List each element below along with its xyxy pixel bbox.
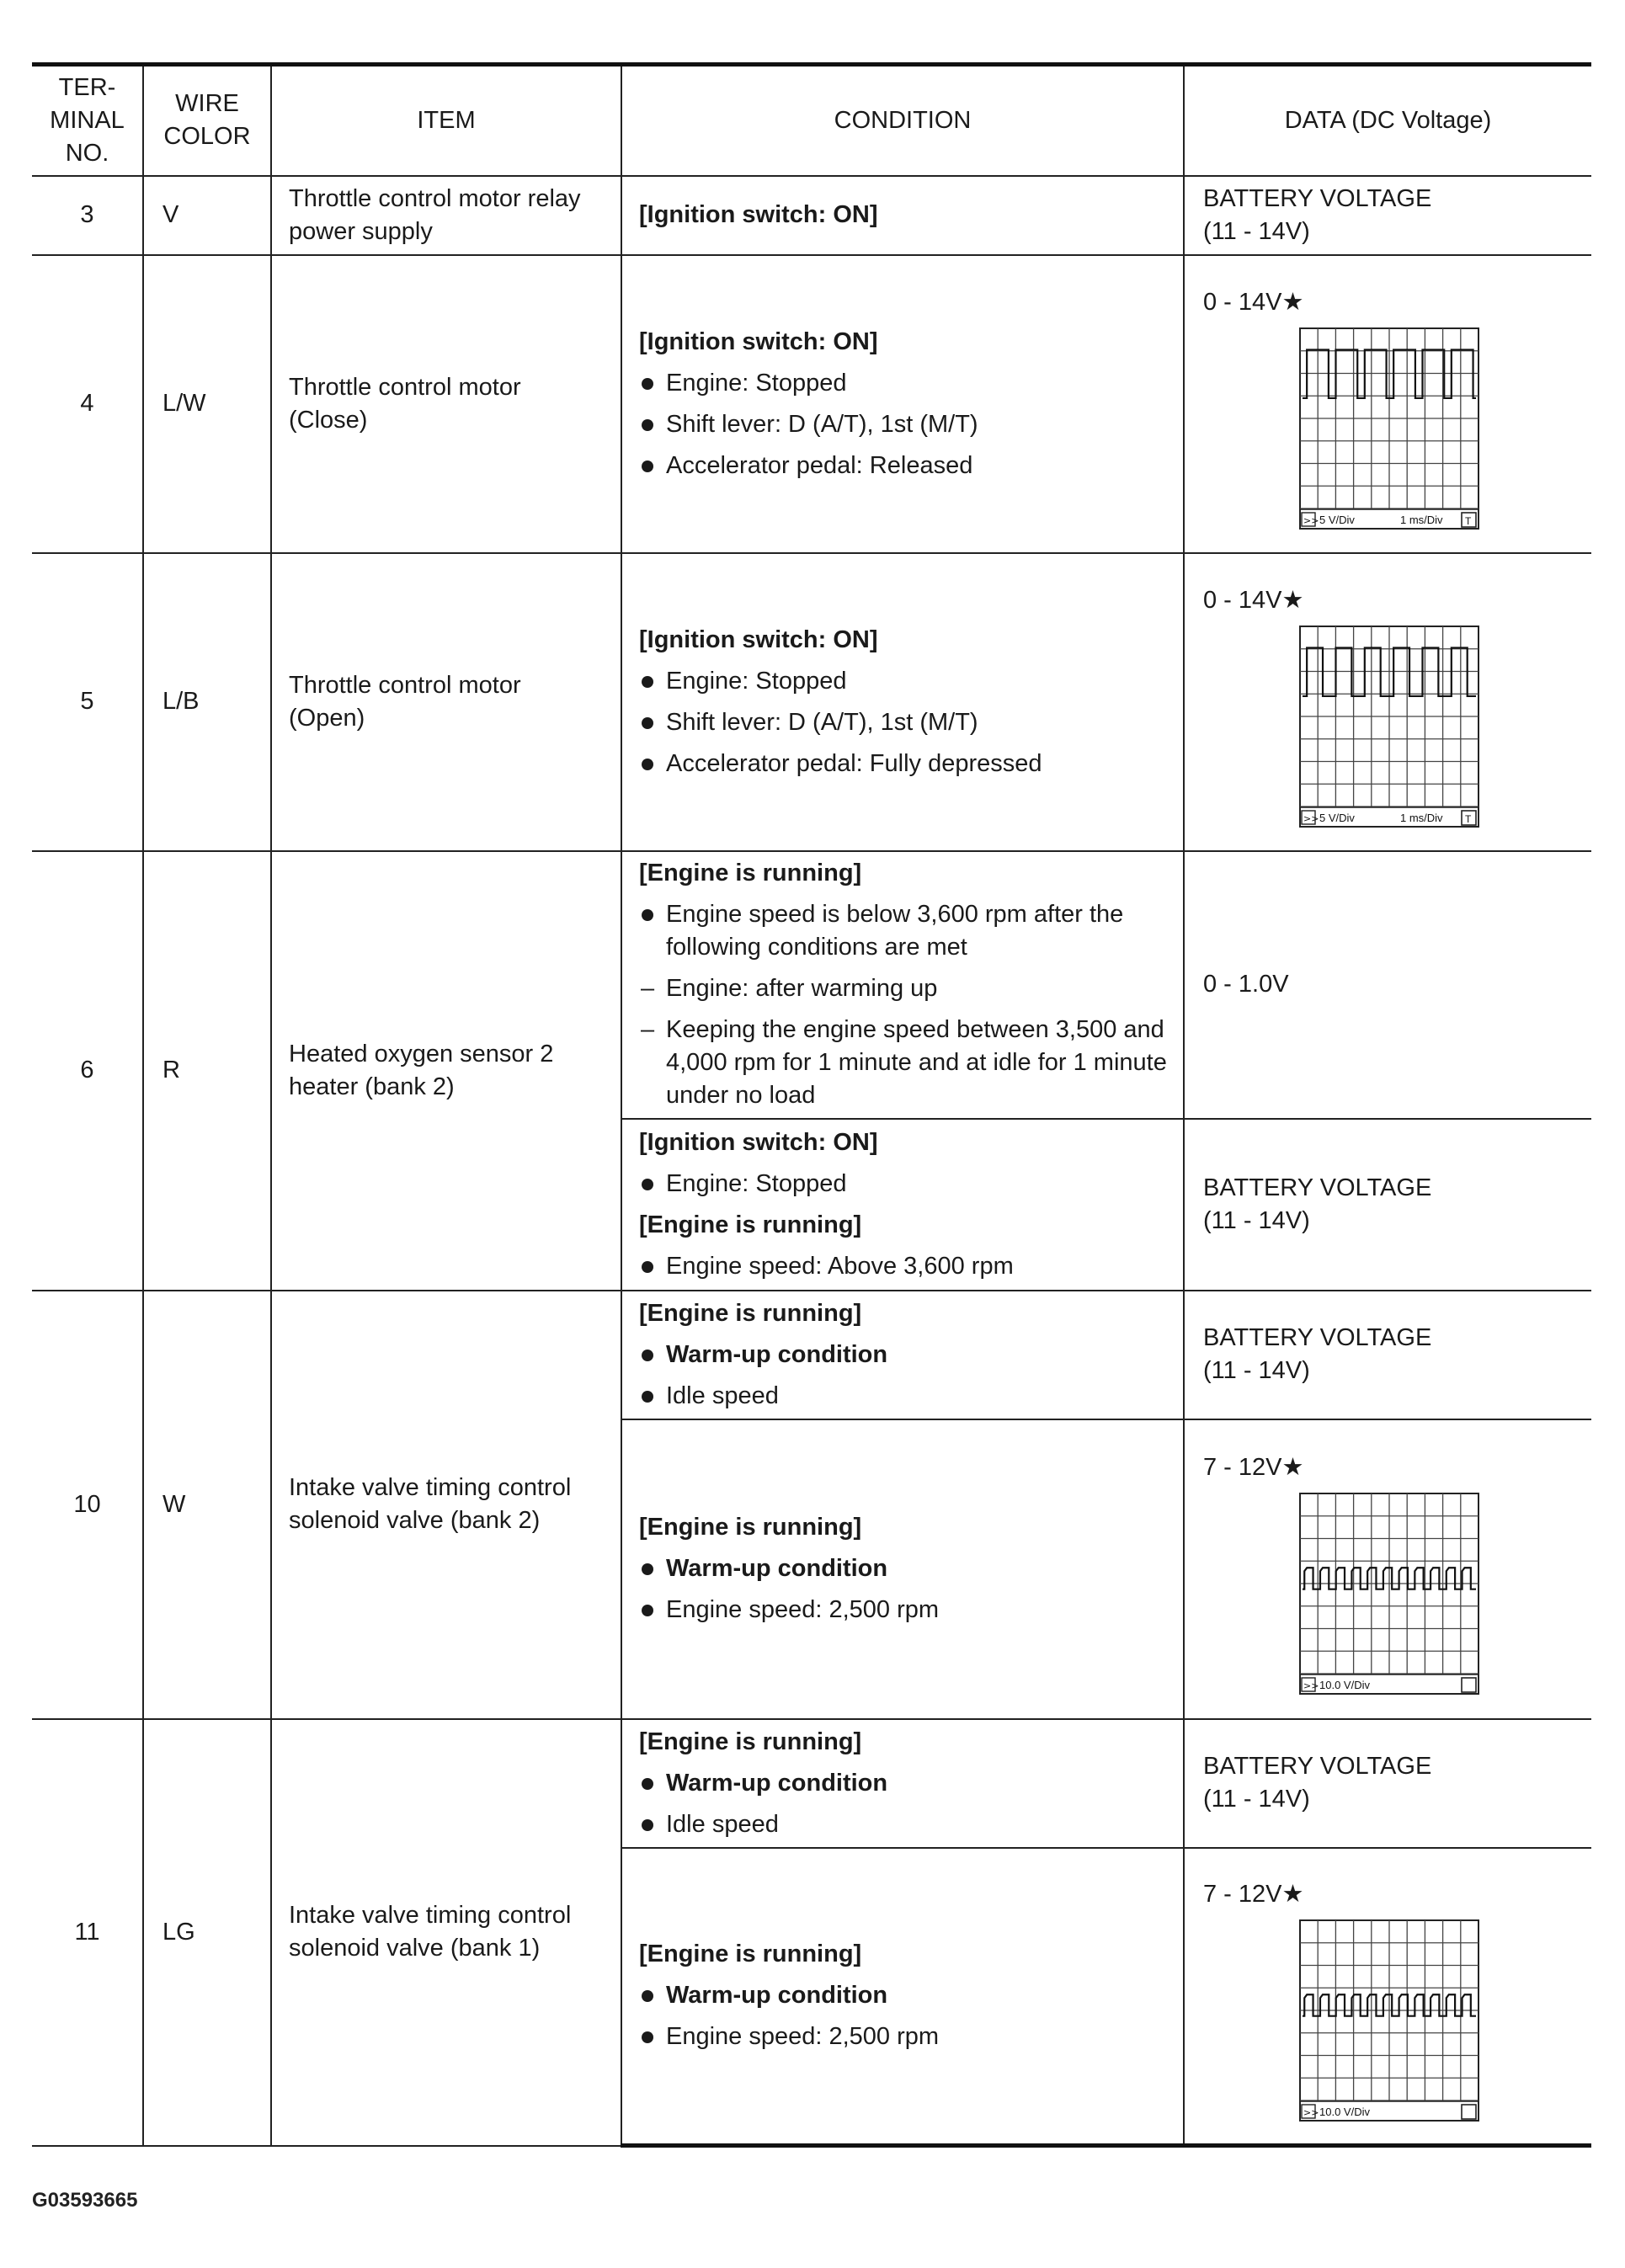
- condition-line: [639, 1297, 1171, 1330]
- scope-t-glyph: T: [1465, 813, 1472, 825]
- terminal-number: 10: [32, 1291, 143, 1719]
- data-line: BATTERY VOLTAGE: [1203, 1753, 1432, 1780]
- header-terminal-line: TER-: [58, 73, 116, 101]
- condition-text: Accelerator pedal: Fully depressed: [666, 749, 1042, 777]
- data-value: [1203, 1878, 1591, 1911]
- data-value: [1203, 1750, 1591, 1816]
- scope-end-box: [1462, 1678, 1476, 1692]
- condition-line: [639, 1979, 1171, 2012]
- scope-volt-div-label: 10.0 V/Div: [1319, 2106, 1370, 2119]
- wire-color: V: [143, 176, 271, 255]
- data-value: [1203, 1451, 1591, 1484]
- condition-line: [639, 972, 1171, 1005]
- terminal-spec-table: [32, 62, 1591, 2148]
- header-terminal-line: NO.: [65, 139, 109, 167]
- dash-icon: –: [641, 975, 655, 1002]
- wire-color: LG: [143, 1719, 271, 2146]
- terminal-number: 11: [32, 1719, 143, 2146]
- data-line: (11 - 14V): [1203, 1786, 1310, 1813]
- table-row: [32, 851, 1591, 1119]
- condition-text: Engine: Stopped: [666, 1169, 847, 1197]
- condition-text: Shift lever: D (A/T), 1st (M/T): [666, 410, 978, 438]
- data-line: (11 - 14V): [1203, 1206, 1310, 1234]
- condition-text: Accelerator pedal: Released: [666, 451, 973, 479]
- wire-color: L/B: [143, 553, 271, 851]
- data-line: 0 - 1.0V: [1203, 971, 1289, 998]
- condition-text: [Ignition switch: ON]: [639, 327, 878, 355]
- item-description: [271, 1291, 621, 1719]
- condition-line: [639, 408, 1171, 441]
- bullet-icon: [642, 378, 653, 390]
- scope-volt-div-label: 5 V/Div: [1319, 812, 1355, 824]
- condition-text: Warm-up condition: [666, 1555, 888, 1582]
- terminal-number: 4: [32, 255, 143, 553]
- condition-text: Engine: Stopped: [666, 667, 847, 695]
- condition-text: [Engine is running]: [639, 1299, 862, 1327]
- oscilloscope-waveform: [1299, 327, 1479, 530]
- wire-color: L/W: [143, 255, 271, 553]
- data-cell: [1184, 176, 1591, 255]
- data-value: [1203, 1322, 1591, 1387]
- scope-t-glyph: T: [1465, 515, 1472, 527]
- item-line: Throttle control motor: [289, 373, 521, 401]
- condition-text: [Engine is running]: [639, 1941, 862, 1968]
- header-condition: CONDITION: [621, 65, 1184, 176]
- terminal-number: 3: [32, 176, 143, 255]
- condition-cell: [621, 851, 1184, 1119]
- condition-cell: [621, 1419, 1184, 1719]
- header-wire-line: COLOR: [163, 123, 251, 151]
- data-line: (11 - 14V): [1203, 1357, 1310, 1384]
- data-value: [1203, 1172, 1591, 1238]
- item-description: [271, 851, 621, 1291]
- condition-text: Shift lever: D (A/T), 1st (M/T): [666, 708, 978, 736]
- condition-line: [639, 706, 1171, 739]
- scope-trigger-glyph: >>: [1303, 813, 1319, 824]
- data-value: [1203, 584, 1591, 617]
- condition-line: [639, 1594, 1171, 1626]
- item-line: Heated oxygen sensor 2: [289, 1040, 554, 1067]
- oscilloscope-waveform: [1299, 626, 1479, 828]
- condition-text: Engine speed is below 3,600 rpm after the following conditions are met: [666, 901, 1124, 961]
- scope-trigger-glyph: >>: [1303, 2107, 1319, 2119]
- scope-end-box: [1462, 2105, 1476, 2119]
- condition-line: [639, 2020, 1171, 2053]
- condition-line: [639, 1552, 1171, 1585]
- table-row: [32, 255, 1591, 553]
- oscilloscope-waveform: [1299, 1493, 1479, 1695]
- scope-volt-div-label: 5 V/Div: [1319, 514, 1355, 526]
- condition-text: [Engine is running]: [639, 860, 862, 886]
- data-value: [1203, 286, 1591, 319]
- scope-volt-div-label: 10.0 V/Div: [1319, 1679, 1370, 1691]
- table-row: [32, 553, 1591, 851]
- scope-trigger-glyph: >>: [1303, 515, 1319, 526]
- condition-line: [639, 1808, 1171, 1841]
- condition-line: [639, 1168, 1171, 1201]
- data-line: 7 - 12V★: [1203, 1454, 1304, 1481]
- item-description: [271, 553, 621, 851]
- data-cell: [1184, 255, 1591, 553]
- data-value: [1203, 183, 1591, 248]
- condition-text: Keeping the engine speed between 3,500 and 4,000 rpm for 1 minute and at idle for 1 minute under no load: [666, 1016, 1167, 1109]
- condition-text: Idle speed: [666, 1810, 779, 1838]
- wire-color: R: [143, 851, 271, 1291]
- bullet-icon: [642, 1990, 653, 2002]
- condition-line: [639, 1126, 1171, 1159]
- condition-text: Warm-up condition: [666, 1340, 888, 1368]
- data-line: (11 - 14V): [1203, 217, 1310, 245]
- condition-line: [639, 624, 1171, 657]
- scope-trigger-glyph: >>: [1303, 1680, 1319, 1691]
- bullet-icon: [642, 1778, 653, 1790]
- table-row: [32, 1291, 1591, 1419]
- header-item: ITEM: [271, 65, 621, 176]
- data-line: 0 - 14V★: [1203, 587, 1304, 614]
- data-line: BATTERY VOLTAGE: [1203, 184, 1432, 212]
- condition-line: [639, 1209, 1171, 1242]
- bullet-icon: [642, 419, 653, 431]
- item-line: Throttle control motor relay: [289, 184, 581, 212]
- data-line: BATTERY VOLTAGE: [1203, 1174, 1432, 1201]
- wire-color: W: [143, 1291, 271, 1719]
- header-wire-line: WIRE: [175, 90, 239, 118]
- condition-line: [639, 367, 1171, 400]
- bullet-icon: [642, 2031, 653, 2043]
- condition-text: [Engine is running]: [639, 1728, 862, 1755]
- condition-line: [639, 1014, 1171, 1112]
- item-line: (Open): [289, 704, 365, 732]
- condition-cell: [621, 1291, 1184, 1419]
- condition-line: [639, 1767, 1171, 1800]
- condition-text: [Ignition switch: ON]: [639, 626, 878, 653]
- item-line: solenoid valve (bank 2): [289, 1507, 541, 1534]
- condition-line: [639, 748, 1171, 780]
- condition-line: [639, 450, 1171, 482]
- condition-text: [Ignition switch: ON]: [639, 201, 878, 228]
- item-line: Throttle control motor: [289, 671, 521, 699]
- condition-text: Engine speed: 2,500 rpm: [666, 2023, 940, 2051]
- condition-text: Idle speed: [666, 1382, 779, 1409]
- condition-line: [639, 665, 1171, 698]
- header-data: DATA (DC Voltage): [1184, 65, 1591, 176]
- condition-line: [639, 1511, 1171, 1544]
- item-line: (Close): [289, 406, 368, 434]
- header-terminal-line: MINAL: [50, 106, 125, 134]
- condition-line: [639, 199, 1171, 232]
- bullet-icon: [642, 717, 653, 729]
- bullet-icon: [642, 1391, 653, 1403]
- data-line: BATTERY VOLTAGE: [1203, 1324, 1432, 1351]
- data-cell: [1184, 553, 1591, 851]
- terminal-number: 5: [32, 553, 143, 851]
- data-cell: [1184, 1419, 1591, 1719]
- bullet-icon: [642, 461, 653, 472]
- data-value: [1203, 968, 1591, 1001]
- table-row: [32, 176, 1591, 255]
- condition-text: Engine speed: Above 3,600 rpm: [666, 1252, 1014, 1280]
- bullet-icon: [642, 1350, 653, 1361]
- data-cell: [1184, 1119, 1591, 1291]
- bullet-icon: [642, 1261, 653, 1273]
- condition-line: [639, 1726, 1171, 1759]
- header-wire: [143, 65, 271, 176]
- item-line: Intake valve timing control: [289, 1902, 572, 1929]
- bullet-icon: [642, 759, 653, 770]
- condition-cell: [621, 176, 1184, 255]
- header-terminal: [32, 65, 143, 176]
- bullet-icon: [642, 1605, 653, 1616]
- condition-text: Engine: Stopped: [666, 369, 847, 397]
- terminal-number: 6: [32, 851, 143, 1291]
- condition-text: [Engine is running]: [639, 1514, 862, 1541]
- condition-text: [Engine is running]: [639, 1211, 862, 1238]
- data-cell: [1184, 1291, 1591, 1419]
- condition-cell: [621, 553, 1184, 851]
- condition-cell: [621, 1848, 1184, 2146]
- item-line: heater (bank 2): [289, 1073, 455, 1100]
- header-row: [32, 65, 1591, 176]
- data-cell: [1184, 1848, 1591, 2146]
- item-line: power supply: [289, 217, 433, 245]
- bullet-icon: [642, 909, 653, 921]
- condition-line: [639, 1380, 1171, 1413]
- dash-icon: –: [641, 1016, 655, 1043]
- bullet-icon: [642, 1179, 653, 1190]
- condition-line: [639, 1339, 1171, 1371]
- condition-text: Engine speed: 2,500 rpm: [666, 1596, 940, 1623]
- condition-line: [639, 898, 1171, 964]
- item-line: solenoid valve (bank 1): [289, 1935, 541, 1962]
- figure-id: G03593665: [32, 2189, 138, 2212]
- data-line: 0 - 14V★: [1203, 289, 1304, 316]
- condition-line: [639, 1938, 1171, 1971]
- bullet-icon: [642, 1563, 653, 1575]
- bullet-icon: [642, 1819, 653, 1831]
- data-cell: [1184, 851, 1591, 1119]
- oscilloscope-waveform: [1299, 1919, 1479, 2122]
- bullet-icon: [642, 676, 653, 688]
- condition-text: Warm-up condition: [666, 1982, 888, 2010]
- table-row: [32, 1719, 1591, 1848]
- item-line: Intake valve timing control: [289, 1474, 572, 1501]
- item-description: [271, 176, 621, 255]
- scope-time-div-label: 1 ms/Div: [1400, 812, 1443, 824]
- data-line: 7 - 12V★: [1203, 1881, 1304, 1909]
- scope-time-div-label: 1 ms/Div: [1400, 514, 1443, 526]
- data-cell: [1184, 1719, 1591, 1848]
- condition-cell: [621, 1119, 1184, 1291]
- condition-text: [Ignition switch: ON]: [639, 1128, 878, 1156]
- condition-cell: [621, 255, 1184, 553]
- condition-line: [639, 326, 1171, 359]
- item-description: [271, 1719, 621, 2146]
- condition-text: Engine: after warming up: [666, 975, 938, 1002]
- condition-line: [639, 857, 1171, 890]
- condition-cell: [621, 1719, 1184, 1848]
- item-description: [271, 255, 621, 553]
- condition-text: Warm-up condition: [666, 1769, 888, 1797]
- condition-line: [639, 1250, 1171, 1283]
